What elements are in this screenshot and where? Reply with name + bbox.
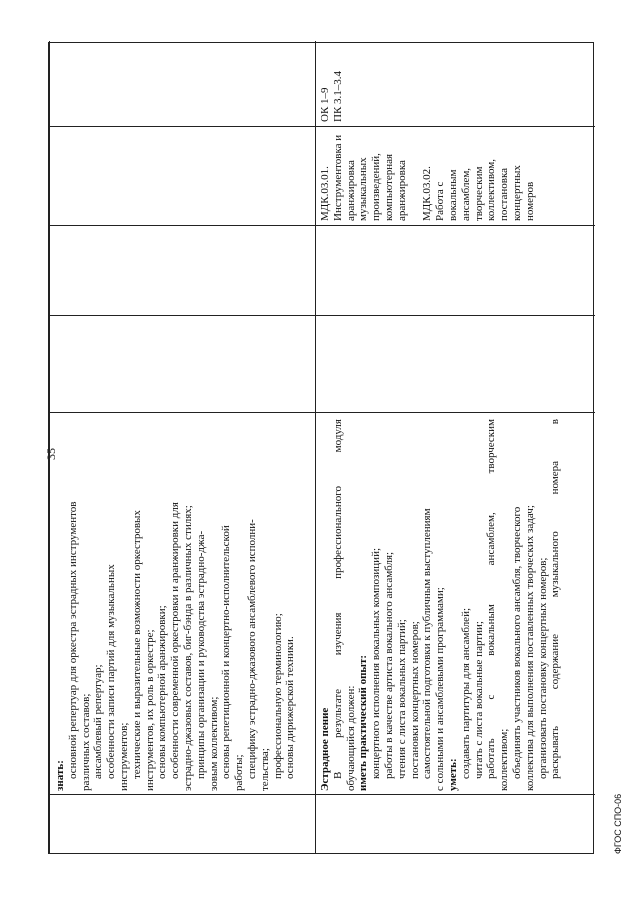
page-number: 35	[44, 448, 58, 460]
list-item: чтения с листа вокальных партий;	[395, 619, 408, 779]
mdk-line: концертных	[510, 165, 523, 221]
mdk-line: творческим	[472, 166, 485, 221]
list-item: работы в качестве артиста вокального ансамбля;	[382, 551, 395, 779]
list-item: основной репертуар для оркестра эстрадных инструментов	[66, 501, 79, 779]
column-divider	[49, 412, 595, 413]
list-item: специфику эстрадно-джазового ансамблевого исполни-	[245, 519, 258, 779]
list-item: основы репетиционной и концертно-исполнительской	[220, 525, 233, 779]
list-item: работы;	[233, 754, 246, 791]
list-item: различных составов;	[79, 693, 92, 791]
knowledge-cell	[54, 419, 297, 791]
rotated-page	[44, 42, 633, 854]
list-item: основы компьютерной аранжировки;	[156, 605, 169, 779]
table-top-rule	[49, 41, 50, 853]
knowledge-heading: знать:	[54, 760, 66, 791]
module-title: Эстрадное пение	[319, 707, 331, 791]
list-item: особенности записи партий для музыкальных	[105, 564, 118, 779]
competency-code: ОК 1–9	[319, 87, 331, 122]
list-item: раскрывать содержание музыкального номера в	[549, 419, 562, 779]
mdk-line: коллективом,	[485, 158, 498, 221]
list-item: профессиональную терминологию;	[271, 613, 284, 779]
mdk-cell	[319, 129, 537, 221]
mdk-line: аранжировка	[344, 160, 357, 221]
skills-heading: уметь:	[446, 758, 459, 791]
list-item: коллектива для выполнения поставленных творческих задач;	[523, 505, 536, 791]
mdk-line: Работа с вокальным	[434, 169, 459, 221]
list-item: концертного исполнения вокальных композиций;	[370, 547, 383, 779]
list-item: с сольными и ансамблевыми программами;	[434, 587, 447, 791]
list-item: зовым коллективом;	[207, 696, 220, 791]
list-item: организовать постановку концертных номеров;	[536, 557, 549, 779]
row-divider	[315, 41, 316, 853]
list-item: читать с листа вокальные партии;	[472, 621, 485, 779]
list-item: ансамблевый репертуар;	[92, 664, 105, 779]
list-item: инструментов, их роль в оркестре;	[143, 629, 156, 791]
module-intro-cont: обучающийся должен:	[344, 685, 357, 791]
mdk-line: ансамблем,	[459, 167, 472, 221]
module-intro: В результате изучения профессионального модуля	[331, 419, 344, 779]
mdk-line: компьютерная	[382, 153, 395, 221]
list-item: работать с вокальным ансамблем, творческим	[485, 419, 498, 779]
standard-code-footer: ФГОС СПО-06	[613, 793, 623, 854]
list-item: инструментов;	[117, 722, 130, 791]
list-item: эстрадно-джазовых составов, биг-бэнда в различных стилях;	[181, 505, 194, 791]
column-divider	[49, 794, 595, 795]
list-item: принципы организации и руководства эстрадно-джа-	[194, 530, 207, 779]
column-divider	[49, 225, 595, 226]
list-item: самостоятельной подготовки к публичным выступлениям	[421, 508, 434, 779]
list-item: коллективом;	[498, 728, 511, 791]
list-item: основы дирижерской техники.	[284, 636, 297, 779]
mdk-line: Инструментовка и	[331, 134, 344, 221]
mdk-line	[409, 129, 422, 221]
vocal-module-cell	[319, 419, 562, 791]
list-item: создавать партитуры для ансамблей;	[459, 607, 472, 779]
competency-code: ПК 3.1–3.4	[331, 70, 344, 122]
practice-heading: иметь практический опыт:	[357, 654, 370, 791]
curriculum-table	[48, 42, 594, 854]
list-item: постановки концертных номеров;	[408, 621, 421, 779]
list-item: технические и выразительные возможности оркестровых	[130, 510, 143, 779]
list-item: тельства;	[258, 748, 271, 791]
mdk-line: музыкальных	[357, 157, 370, 221]
competencies-cell	[319, 44, 345, 122]
mdk-line: аранжировка	[395, 160, 408, 221]
mdk-line: МДК.03.02.	[421, 166, 434, 221]
mdk-line: МДК.03.01.	[319, 166, 331, 221]
mdk-line: произведений,	[370, 153, 383, 221]
list-item: объединять участников вокального ансамбля, творческого	[510, 506, 523, 779]
mdk-line: постановка	[498, 167, 511, 221]
list-item: особенности современной оркестровки и аранжировки для	[169, 502, 182, 779]
mdk-line: номеров	[523, 181, 536, 221]
column-divider	[49, 315, 595, 316]
column-divider	[49, 126, 595, 127]
